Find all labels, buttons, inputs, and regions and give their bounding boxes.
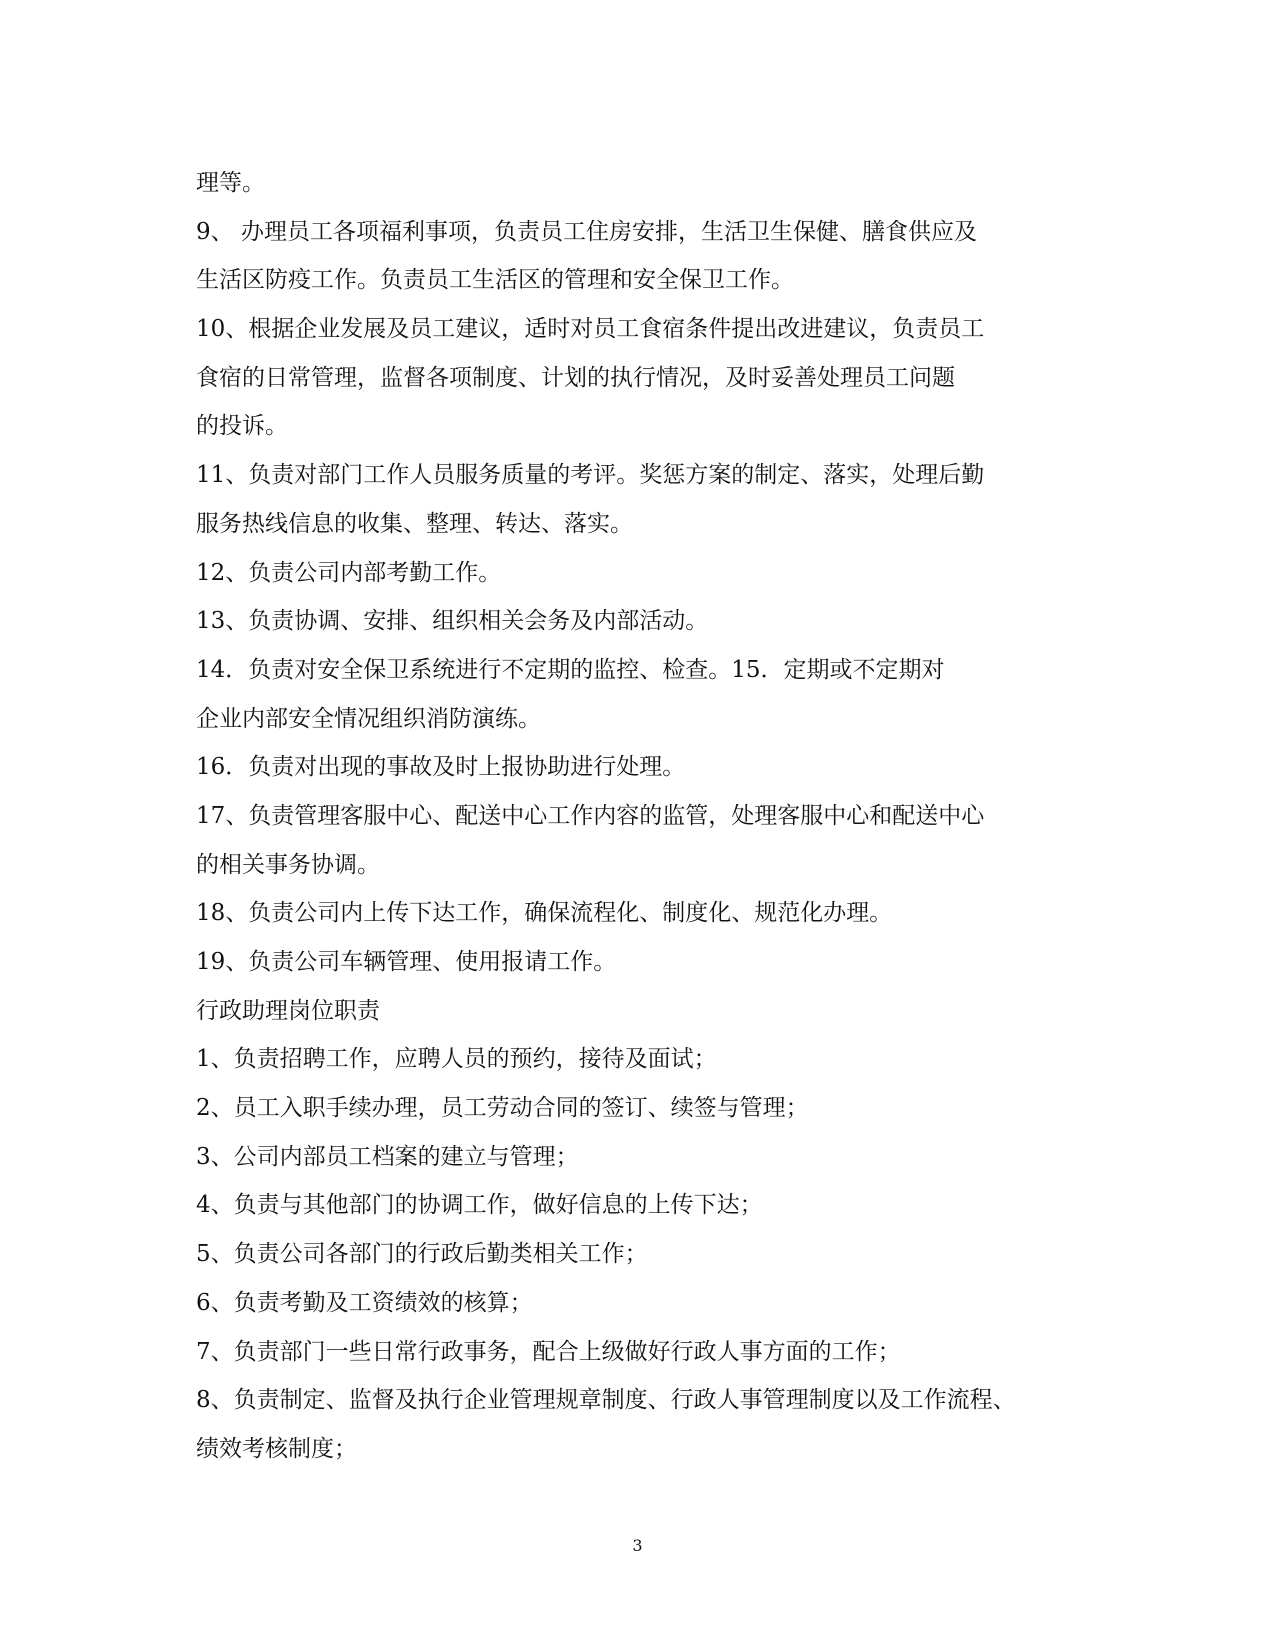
text-line: 理等。 xyxy=(196,170,265,196)
text-line: 10、根据企业发展及员工建议，适时对员工食宿条件提出改进建议，负责员工 xyxy=(196,316,985,343)
text-line: 企业内部安全情况组织消防演练。 xyxy=(196,705,541,732)
text-line: 11、负责对部门工作人员服务质量的考评。奖惩方案的制定、落实，处理后勤 xyxy=(196,462,985,489)
text-line: 12、负责公司内部考勤工作。 xyxy=(196,559,502,586)
text-line: 19、负责公司车辆管理、使用报请工作。 xyxy=(196,949,617,975)
text-line: 8、负责制定、监督及执行企业管理规章制度、行政人事管理制度以及工作流程、 xyxy=(196,1387,1016,1414)
text-line: 6、负责考勤及工资绩效的核算； xyxy=(196,1289,533,1316)
text-line: 生活区防疫工作。负责员工生活区的管理和安全保卫工作。 xyxy=(196,267,794,294)
text-line: 17、负责管理客服中心、配送中心工作内容的监管，处理客服中心和配送中心 xyxy=(196,802,985,829)
text-line: 1、负责招聘工作，应聘人员的预约，接待及面试； xyxy=(196,1046,717,1073)
text-line: 2、员工入职手续办理，员工劳动合同的签订、续签与管理； xyxy=(196,1095,809,1122)
text-line: 3、公司内部员工档案的建立与管理； xyxy=(196,1143,579,1170)
section-heading: 行政助理岗位职责 xyxy=(196,997,380,1024)
text-line: 7、负责部门一些日常行政事务，配合上级做好行政人事方面的工作； xyxy=(196,1338,901,1365)
text-line: 9、 办理员工各项福利事项，负责员工住房安排，生活卫生保健、膳食供应及 xyxy=(196,218,977,245)
text-line: 4、负责与其他部门的协调工作，做好信息的上传下达； xyxy=(196,1192,763,1219)
text-line: 的相关事务协调。 xyxy=(196,851,380,878)
text-line: 18、负责公司内上传下达工作，确保流程化、制度化、规范化办理。 xyxy=(196,900,893,927)
text-line: 绩效考核制度； xyxy=(196,1435,357,1462)
text-line: 服务热线信息的收集、整理、转达、落实。 xyxy=(196,510,633,537)
text-line: 13、负责协调、安排、组织相关会务及内部活动。 xyxy=(196,608,709,635)
text-line: 食宿的日常管理，监督各项制度、计划的执行情况，及时妥善处理员工问题 xyxy=(196,364,955,391)
text-line: 16．负责对出现的事故及时上报协助进行处理。 xyxy=(196,754,686,781)
text-line: 5、负责公司各部门的行政后勤类相关工作； xyxy=(196,1241,648,1268)
page-number: 3 xyxy=(632,1536,643,1555)
text-line: 14．负责对安全保卫系统进行不定期的监控、检查。15．定期或不定期对 xyxy=(196,656,945,683)
document-body xyxy=(196,163,1096,1478)
text-line: 的投诉。 xyxy=(196,413,288,440)
